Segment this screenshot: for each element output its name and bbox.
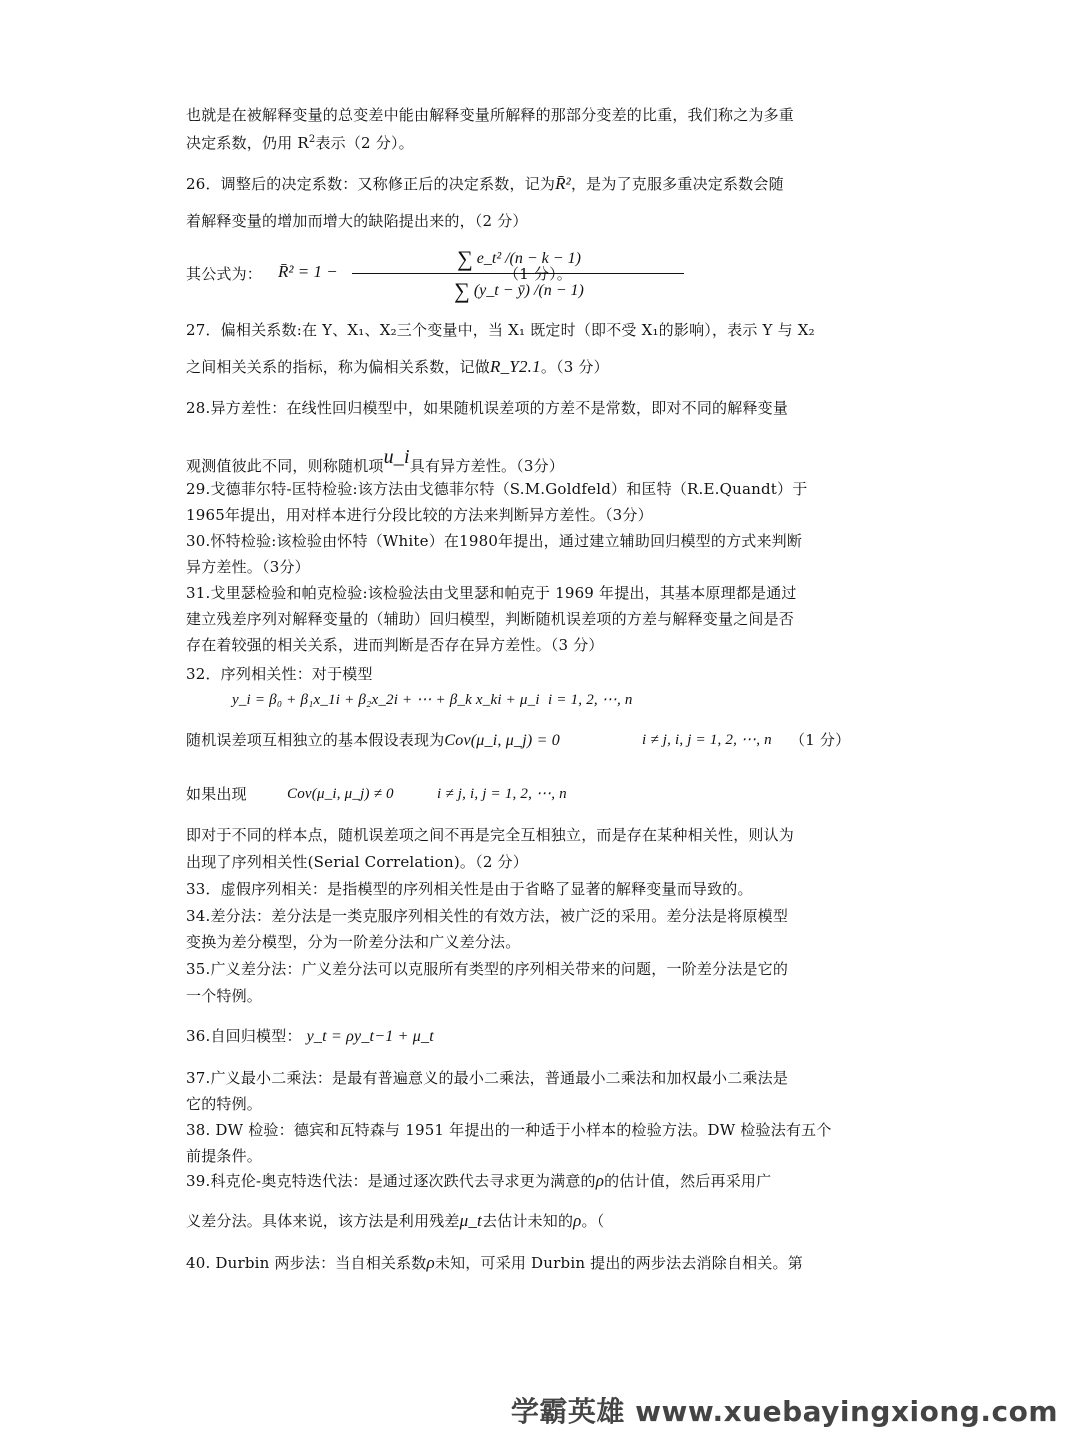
superscript: 2 [308, 134, 316, 145]
math-symbol: u_i [383, 446, 410, 468]
denominator-text: (y_t − ȳ) /(n − 1) [473, 282, 584, 299]
text-line [186, 1171, 898, 1191]
text-span: 义差分法。具体来说，该方法是利用残差 [186, 1212, 460, 1230]
text-line: 建立残差序列对解释变量的（辅助）回归模型，判断随机误差项的方差与解释变量之间是否 [186, 610, 795, 628]
text-span: 表示（2 分）。 [315, 134, 414, 152]
text-line [186, 1253, 898, 1273]
text-span: 。（ [581, 1212, 605, 1230]
text-line [186, 1211, 898, 1231]
text-line: 29.戈德菲尔特-匡特检验:该方法由戈德菲尔特（S.M.Goldfeld）和匡特（R.E.Quandt）于 [186, 480, 808, 498]
text-line: 1965年提出，用对样本进行分段比较的方法来判断异方差性。（3分） [186, 506, 653, 524]
text-line: 31.戈里瑟检验和帕克检验:该检验法由戈里瑟和帕克于 1969 年提出，其基本原理都是通过 [186, 584, 797, 602]
text-span: 36.自回归模型： [186, 1027, 302, 1045]
text-span: 40. Durbin 两步法：当自相关系数 [186, 1254, 427, 1272]
text-line: 变换为差分模型，分为一阶差分法和广义差分法。 [186, 933, 521, 951]
regression-model: y_i = β₀ + β₁x_1i + β₂x_2i + ⋯ + β_k x_ki + μ_i [232, 692, 540, 708]
text-line: 一个特例。 [186, 987, 263, 1005]
text-span: 26．调整后的决定系数：又称修正后的决定系数，记为 [186, 175, 556, 193]
formula-score: （1 分）。 [504, 265, 573, 283]
math-symbol: ρ [595, 1171, 605, 1190]
model-range: i = 1, 2, ⋯, n [548, 692, 633, 708]
text-line: 存在着较强的相关关系，进而判断是否存在异方差性。（3 分） [186, 636, 604, 654]
text-line: 27．偏相关系数:在 Y、X₁、X₂三个变量中，当 X₁ 既定时（即不受 X₁的影响），表示 Y 与 X₂ [186, 321, 815, 339]
text-span: 观测值彼此不同，则称随机项 [186, 457, 384, 475]
math-symbol: y_t = ρy_t−1 + μ_t [306, 1028, 434, 1045]
math-symbol: Cov(μ_i, μ_j) = 0 [444, 732, 560, 749]
math-symbol: R_Y2.1 [490, 357, 541, 376]
text-line: 34.差分法：差分法是一类克服序列相关性的有效方法，被广泛的采用。差分法是将原模型 [186, 907, 789, 925]
math-symbol: ρ [573, 1211, 582, 1230]
text-line: 如果出现 [186, 785, 247, 803]
text-span: 具有异方差性。（3分） [409, 457, 565, 475]
text-span: 。（3 分） [540, 358, 609, 376]
formula-label: 其公式为： [186, 265, 263, 283]
text-span: 的估计值，然后再采用广 [604, 1172, 772, 1190]
math-symbol: ρ [426, 1253, 435, 1272]
formula-lhs: R̄² = 1 − [278, 262, 338, 281]
numerator-text: e_t² /(n − k − 1) [476, 250, 581, 267]
text-line: 它的特例。 [186, 1095, 263, 1113]
text-line: 28.异方差性：在线性回归模型中，如果随机误差项的方差不是常数，即对不同的解释变量 [186, 399, 789, 417]
text-line [186, 357, 898, 377]
text-line [186, 447, 898, 476]
text-line: 35.广义差分法：广义差分法可以克服所有类型的序列相关带来的问题，一阶差分法是它的 [186, 960, 789, 978]
site-watermark: 学霸英雄 www.xuebayingxiong.com [510, 1395, 1058, 1428]
text-span: 去估计未知的 [481, 1212, 574, 1230]
text-span: 随机误差项互相独立的基本假设表现为 [186, 731, 445, 749]
text-line: 33．虚假序列相关：是指模型的序列相关性是由于省略了显著的解释变量而导致的。 [186, 880, 753, 898]
text-span: ，是为了克服多重决定系数会随 [570, 175, 784, 193]
cov-condition: i ≠ j, i, j = 1, 2, ⋯, n [642, 732, 772, 748]
sum-icon: ∑ [454, 278, 470, 303]
score-note: （1 分） [790, 731, 851, 749]
text-line: 32．序列相关性：对于模型 [186, 665, 373, 683]
text-line: 也就是在被解释变量的总变差中能由解释变量所解释的那部分变差的比重，我们称之为多重 [186, 106, 795, 124]
cov-condition: i ≠ j, i, j = 1, 2, ⋯, n [437, 786, 567, 802]
text-line: 出现了序列相关性(Serial Correlation)。（2 分） [186, 853, 528, 871]
adjusted-r2-formula [186, 244, 898, 304]
text-span: 39.科克伦-奥克特迭代法：是通过逐次跌代去寻求更为满意的 [186, 1172, 596, 1190]
text-line [186, 133, 898, 153]
text-line: 着解释变量的增加而增大的缺陷提出来的，（2 分） [186, 212, 528, 230]
text-line: 前提条件。 [186, 1147, 263, 1165]
math-symbol: μ_t [459, 1211, 482, 1230]
text-line: 异方差性。（3分） [186, 558, 310, 576]
text-line: 37.广义最小二乘法：是最有普遍意义的最小二乘法，普通最小二乘法和加权最小二乘法是 [186, 1069, 789, 1087]
text-line [186, 174, 898, 194]
text-span: 之间相关关系的指标，称为偏相关系数，记做 [186, 358, 491, 376]
cov-nonzero: Cov(μ_i, μ_j) ≠ 0 [287, 786, 394, 802]
text-span: 决定系数，仍用 R [186, 134, 309, 152]
math-symbol: R̄² [555, 174, 571, 193]
text-span: 未知，可采用 Durbin 提出的两步法去消除自相关。第 [434, 1254, 803, 1272]
text-line: 即对于不同的样本点，随机误差项之间不再是完全互相独立，而是存在某种相关性，则认为 [186, 826, 795, 844]
sum-icon: ∑ [457, 246, 473, 271]
text-line: 38. DW 检验：德宾和瓦特森与 1951 年提出的一种适于小样本的检验方法。DW 检验法有五个 [186, 1121, 832, 1139]
text-line: 30.怀特检验:该检验由怀特（White）在1980年提出，通过建立辅助回归模型的方式来判断 [186, 532, 803, 550]
text-line [186, 1026, 898, 1047]
